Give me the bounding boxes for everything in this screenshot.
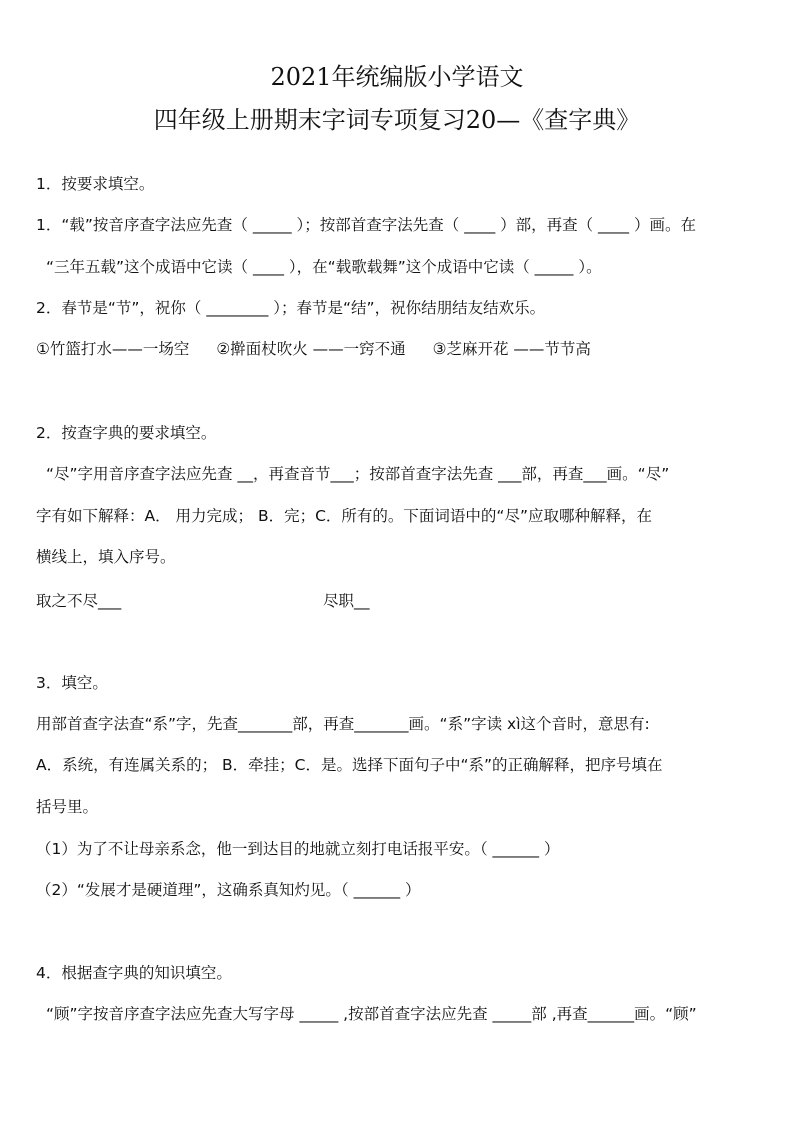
q4-heading: 4．根据查字典的知识填空。 — [36, 964, 232, 982]
q1-line-1: 1．“载”按音序查字法应先查（ _____ ）；按部首查字法先查（ ____ ）部，再查（ ____ ）画。在 — [36, 216, 696, 234]
q3-line-3: 括号里。 — [36, 798, 99, 816]
q2-items-row — [36, 590, 756, 612]
q1-line-3: 2．春节是“节”，祝你（ ________ ）；春节是“结”，祝你结朋结友结欢乐。 — [36, 299, 546, 317]
q3-line-1: 用部首查字法查“系”字，先查_______部，再查_______画。“系”字读 xì这个音时，意思有: — [36, 715, 650, 733]
q4-line-1: “顾”字按音序查字法应先查大写字母 _____ ,按部首查字法应先查 _____部 ,再查______画。“顾” — [46, 1005, 697, 1023]
q1-idiom-3: ③芝麻开花 ——节节高 — [432, 340, 591, 358]
q1-line-2: “三年五载”这个成语中它读（ ____ ），在“载歌载舞”这个成语中它读（ _____ ）。 — [46, 258, 602, 276]
q1-heading: 1．按要求填空。 — [36, 175, 155, 193]
title-line-2: 四年级上册期末字词专项复习20—《查字典》 — [153, 106, 641, 134]
title-line-1: 2021年统编版小学语文 — [270, 63, 524, 91]
q2-item-right: 尽职__ — [323, 592, 370, 610]
q3-heading: 3．填空。 — [36, 674, 108, 692]
q1-idiom-2: ②擀面杖吹火 ——一窍不通 — [216, 340, 406, 358]
q2-item-left: 取之不尽___ — [36, 592, 122, 610]
q2-line-2: 字有如下解释：A． 用力完成； B．完；C．所有的。下面词语中的“尽”应取哪种解释，在 — [36, 507, 652, 525]
q2-line-3: 横线上，填入序号。 — [36, 548, 176, 566]
q1-idiom-1: ①竹篮打水——一场空 — [36, 340, 190, 358]
q1-idioms-row — [36, 338, 591, 360]
q3-line-2: A．系统，有连属关系的； B．牵挂；C．是。选择下面句子中“系”的正确解释，把序号填在 — [36, 756, 663, 774]
q2-line-1: “尽”字用音序查字法应先查 __，再查音节___；按部首查字法先查 ___部，再查___画。“尽” — [46, 465, 670, 483]
q3-line-4: （1）为了不让母亲系念，他一到达目的地就立刻打电话报平安。（ ______ ） — [36, 840, 560, 858]
q3-line-5: （2）“发展才是硬道理”，这确系真知灼见。（ ______ ） — [36, 881, 421, 899]
q2-heading: 2．按查字典的要求填空。 — [36, 424, 217, 442]
